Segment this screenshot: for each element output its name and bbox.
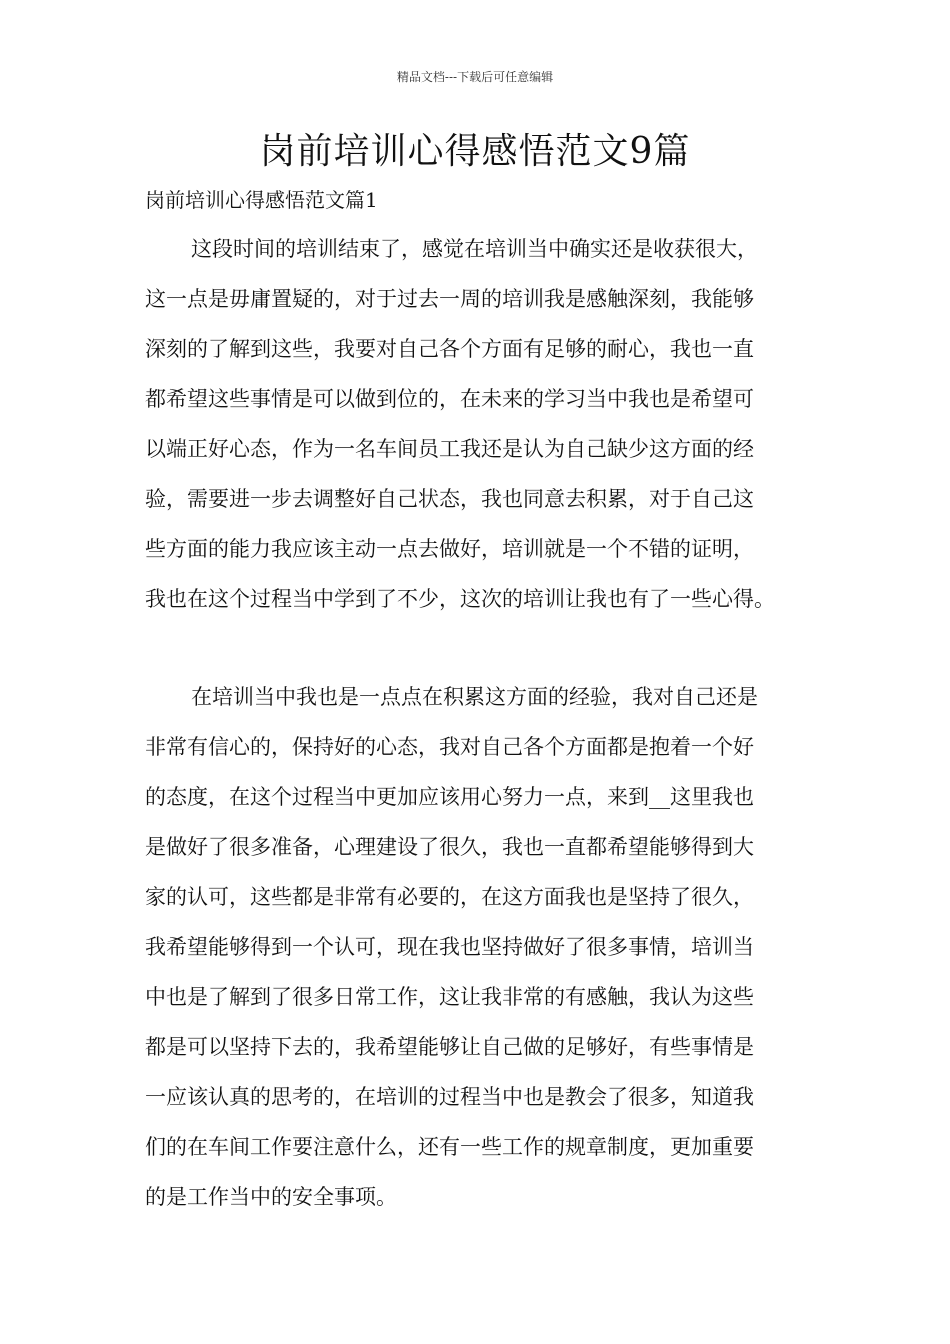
paragraph-line: 中也是了解到了很多日常工作，这让我非常的有感触，我认为这些 [145,985,754,1009]
paragraph-line: 家的认可，这些都是非常有必要的，在这方面我也是坚持了很久， [145,885,754,909]
document-title: 岗前培训心得感悟范文9篇 [259,131,691,172]
paragraph-line: 非常有信心的，保持好的心态，我对自己各个方面都是抱着一个好 [145,735,754,759]
paragraph-line: 是做好了很多准备，心理建设了很久，我也一直都希望能够得到大 [145,835,754,859]
paragraph-line: 以端正好心态，作为一名车间员工我还是认为自己缺少这方面的经 [145,437,754,461]
paragraph-line: 都希望这些事情是可以做到位的，在未来的学习当中我也是希望可 [145,387,754,411]
paragraph-line: 我希望能够得到一个认可，现在我也坚持做好了很多事情，培训当 [145,935,754,959]
paragraph-2 [145,672,810,1222]
paragraph-line: 些方面的能力我应该主动一点去做好，培训就是一个不错的证明， [145,537,754,561]
paragraph-line: 我也在这个过程当中学到了不少，这次的培训让我也有了一些心得。 [145,587,775,611]
paragraph-line: 一应该认真的思考的，在培训的过程当中也是教会了很多，知道我 [145,1085,754,1109]
paragraph-line: 这一点是毋庸置疑的，对于过去一周的培训我是感触深刻，我能够 [145,287,754,311]
header-note: 精品文档---下载后可任意编辑 [396,70,554,84]
paragraph-line: 这段时间的培训结束了，感觉在培训当中确实还是收获很大， [191,237,758,261]
paragraph-line: 都是可以坚持下去的，我希望能够让自己做的足够好，有些事情是 [145,1035,754,1059]
paragraph-line: 的是工作当中的安全事项。 [145,1185,397,1209]
paragraph-line: 们的在车间工作要注意什么，还有一些工作的规章制度，更加重要 [145,1135,754,1159]
paragraph-1 [145,224,810,624]
section-title: 岗前培训心得感悟范文篇1 [145,188,378,212]
paragraph-line: 在培训当中我也是一点点在积累这方面的经验，我对自己还是 [191,685,758,709]
paragraph-line: 验，需要进一步去调整好自己状态，我也同意去积累，对于自己这 [145,487,754,511]
paragraph-line: 深刻的了解到这些，我要对自己各个方面有足够的耐心，我也一直 [145,337,754,361]
paragraph-line: 的态度，在这个过程当中更加应该用心努力一点，来到__这里我也 [145,785,754,809]
